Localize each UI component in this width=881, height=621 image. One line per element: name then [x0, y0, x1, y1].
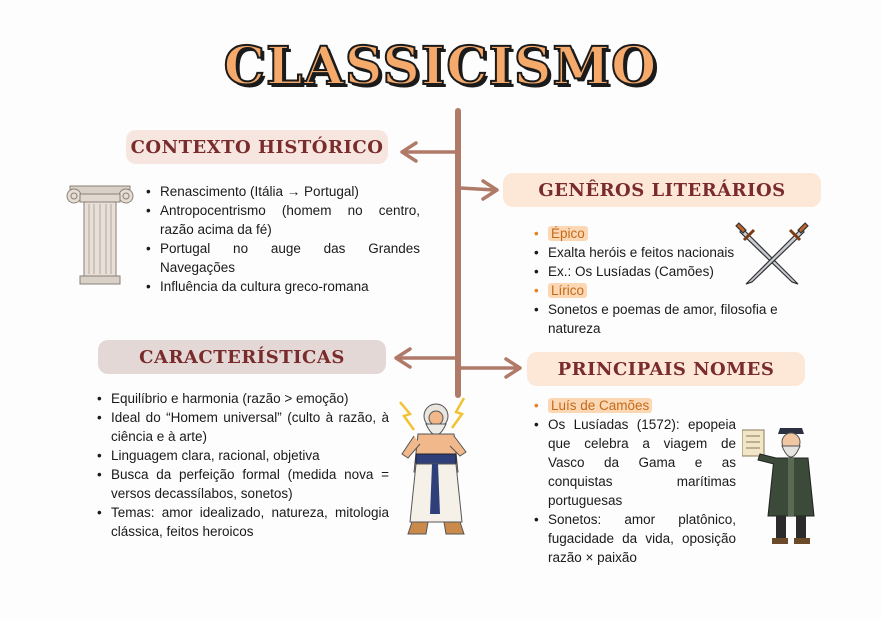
heading-nomes: PRINCIPAIS NOMES [527, 352, 805, 386]
list-item: • Os Lusíadas (1572): epopeia que celebra a viagem de Vasco da Gama e as conquistas marítimas portuguesas [546, 415, 736, 510]
heading-generos: GENÊROS LITERÁRIOS [503, 173, 821, 207]
highlight-camoes: Luís de Camões [548, 398, 652, 413]
list-item [546, 396, 736, 415]
list-item: • Equilíbrio e harmonia (razão > emoção) [109, 389, 389, 408]
highlight-epico: Épico [548, 226, 588, 241]
list-item: • Busca da perfeição formal (medida nova = versos decassílabos, sonetos) [109, 465, 389, 503]
arrow-generos [460, 181, 497, 199]
list-item: • Ex.: Os Lusíadas (Camões) [546, 262, 830, 281]
list-item: • Exalta heróis e feitos nacionais [546, 243, 830, 262]
list-item: • Antropocentrismo (homem no centro, razão acima da fé) [158, 201, 420, 239]
zeus-icon [392, 394, 478, 540]
list-item: • Sonetos: amor platônico, fugacidade da vida, oposição razão × paixão [546, 510, 736, 567]
arrow-caracteristicas [396, 349, 456, 367]
arrow-nomes [460, 359, 520, 377]
heading-contexto: CONTEXTO HISTÓRICO [126, 130, 388, 164]
list-item: • Temas: amor idealizado, natureza, mitologia clássica, feitos heroicos [109, 503, 389, 541]
list-nomes [530, 396, 736, 567]
greek-column-icon [64, 176, 136, 286]
list-item: • Renascimento (Itália → Portugal) [158, 182, 420, 201]
camoes-icon [742, 420, 822, 548]
arrow-contexto [402, 143, 456, 161]
list-caracteristicas [93, 389, 389, 541]
list-contexto [142, 182, 420, 296]
heading-caracteristicas: CARACTERÍSTICAS [98, 340, 386, 374]
crossed-swords-icon [734, 222, 810, 288]
list-item: • Influência da cultura greco-romana [158, 277, 420, 296]
list-item: • Portugal no auge das Grandes Navegações [158, 239, 420, 277]
list-item: • Sonetos e poemas de amor, filosofia e natureza [546, 300, 830, 338]
list-item: • Ideal do “Homem universal” (culto à razão, à ciência e à arte) [109, 408, 389, 446]
highlight-lirico: Lírico [548, 283, 587, 298]
page-title: CLASSICISMO [223, 36, 658, 97]
list-item: • Linguagem clara, racional, objetiva [109, 446, 389, 465]
